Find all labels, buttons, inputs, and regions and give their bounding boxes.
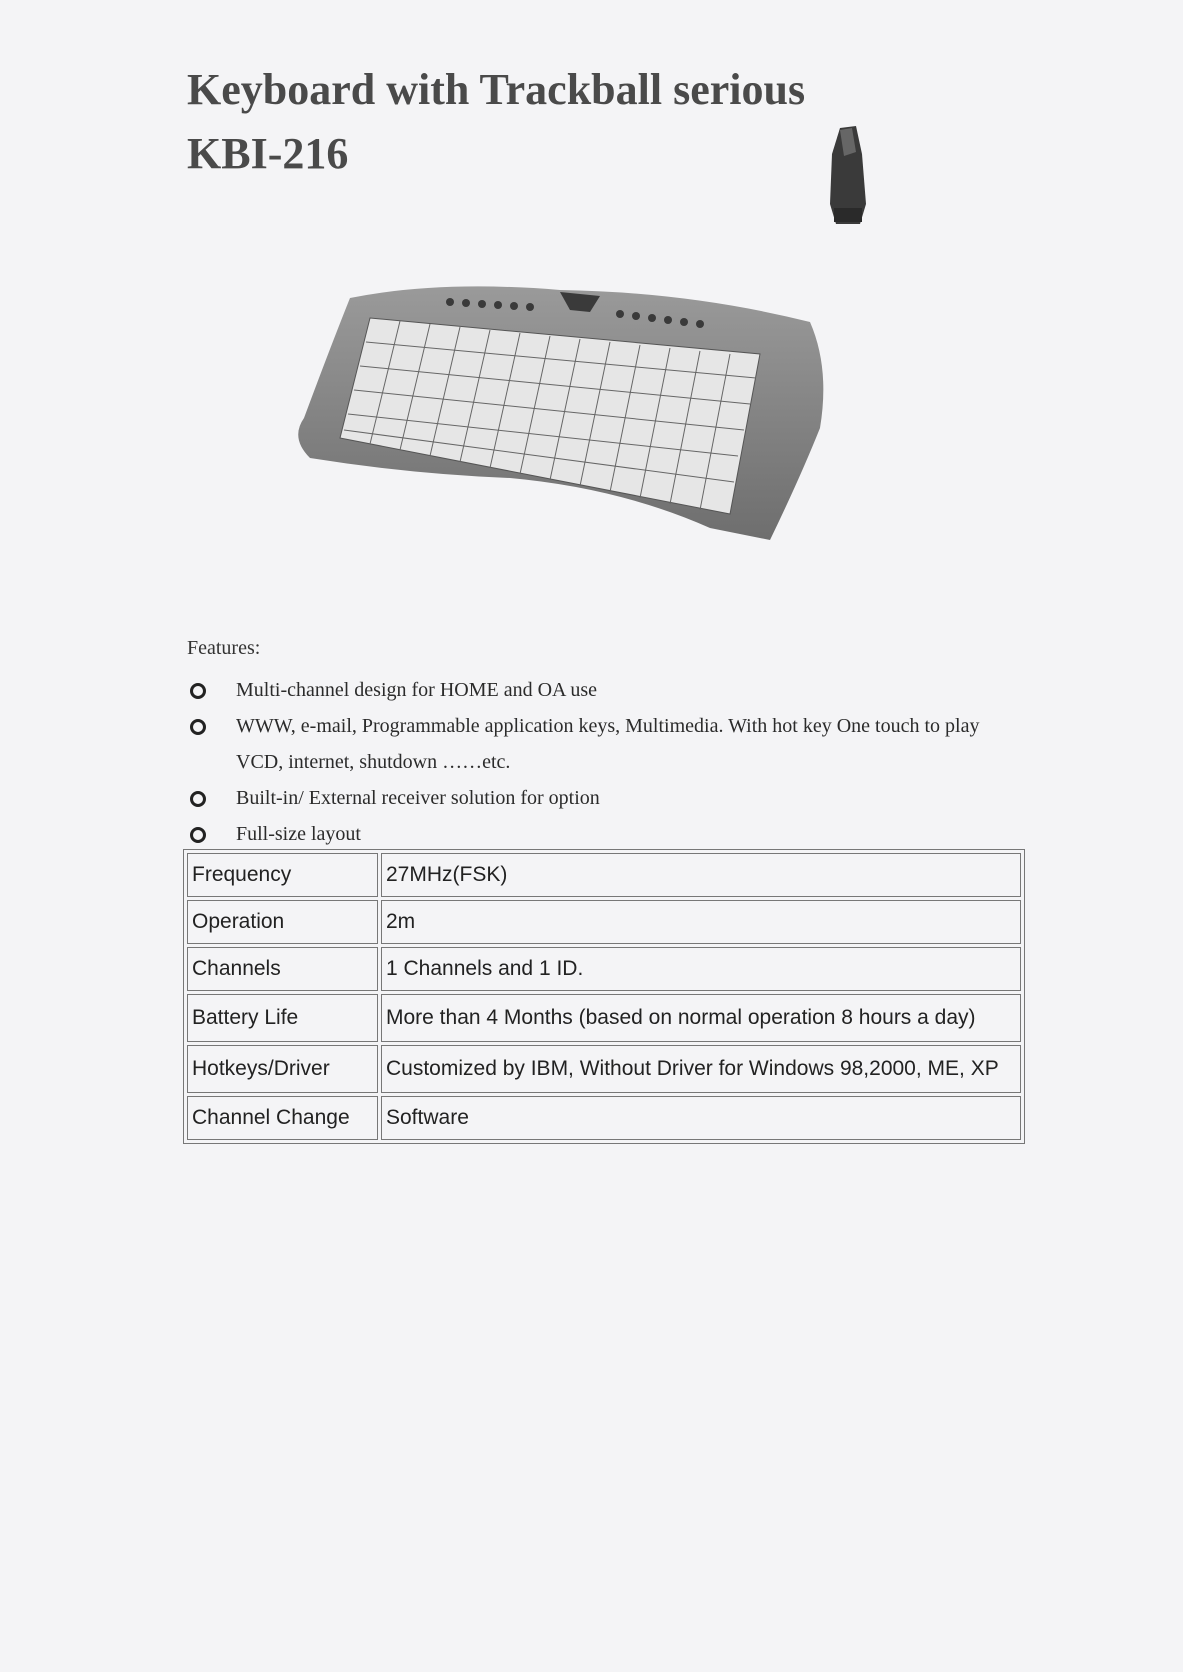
- table-row: [187, 853, 1021, 897]
- spec-value: 1 Channels and 1 ID.: [381, 947, 1021, 991]
- spec-label: Battery Life: [187, 994, 378, 1042]
- feature-text: Full-size layout: [236, 823, 361, 845]
- spec-value: Software: [381, 1096, 1021, 1140]
- feature-text: Built-in/ External receiver solution for option: [236, 787, 600, 809]
- table-row: [187, 1045, 1021, 1093]
- spec-value: 2m: [381, 900, 1021, 944]
- spec-label: Frequency: [187, 853, 378, 897]
- keyboard-image: [290, 278, 846, 548]
- feature-item: [187, 708, 1027, 780]
- feature-item: [187, 816, 1027, 852]
- table-row: [187, 900, 1021, 944]
- bullet-circle-icon: [190, 719, 206, 735]
- feature-text: Multi-channel design for HOME and OA use: [236, 679, 598, 701]
- table-row: [187, 947, 1021, 991]
- title-line-1: Keyboard with Trackball serious: [187, 65, 806, 114]
- spec-value: More than 4 Months (based on normal operation 8 hours a day): [381, 994, 1021, 1042]
- bullet-circle-icon: [190, 791, 206, 807]
- spec-label: Channel Change: [187, 1096, 378, 1140]
- spec-table: [183, 849, 1025, 1144]
- spec-value: Customized by IBM, Without Driver for Windows 98,2000, ME, XP: [381, 1045, 1021, 1093]
- spec-label: Channels: [187, 947, 378, 991]
- usb-receiver-dongle-image: [826, 124, 870, 228]
- features-label: Features:: [187, 637, 261, 659]
- bullet-circle-icon: [190, 827, 206, 843]
- feature-item: [187, 780, 1027, 816]
- bullet-circle-icon: [190, 683, 206, 699]
- title-line-2: KBI-216: [187, 129, 349, 178]
- feature-item: [187, 672, 1027, 708]
- table-row: [187, 1096, 1021, 1140]
- table-row: [187, 994, 1021, 1042]
- page-title: [187, 58, 805, 186]
- spec-label: Hotkeys/Driver: [187, 1045, 378, 1093]
- feature-list: [187, 672, 1027, 852]
- spec-label: Operation: [187, 900, 378, 944]
- feature-text: WWW, e-mail, Programmable application keys, Multimedia. With hot key One touch to play VCD, internet, shutdown ……etc.: [236, 715, 980, 773]
- spec-value: 27MHz(FSK): [381, 853, 1021, 897]
